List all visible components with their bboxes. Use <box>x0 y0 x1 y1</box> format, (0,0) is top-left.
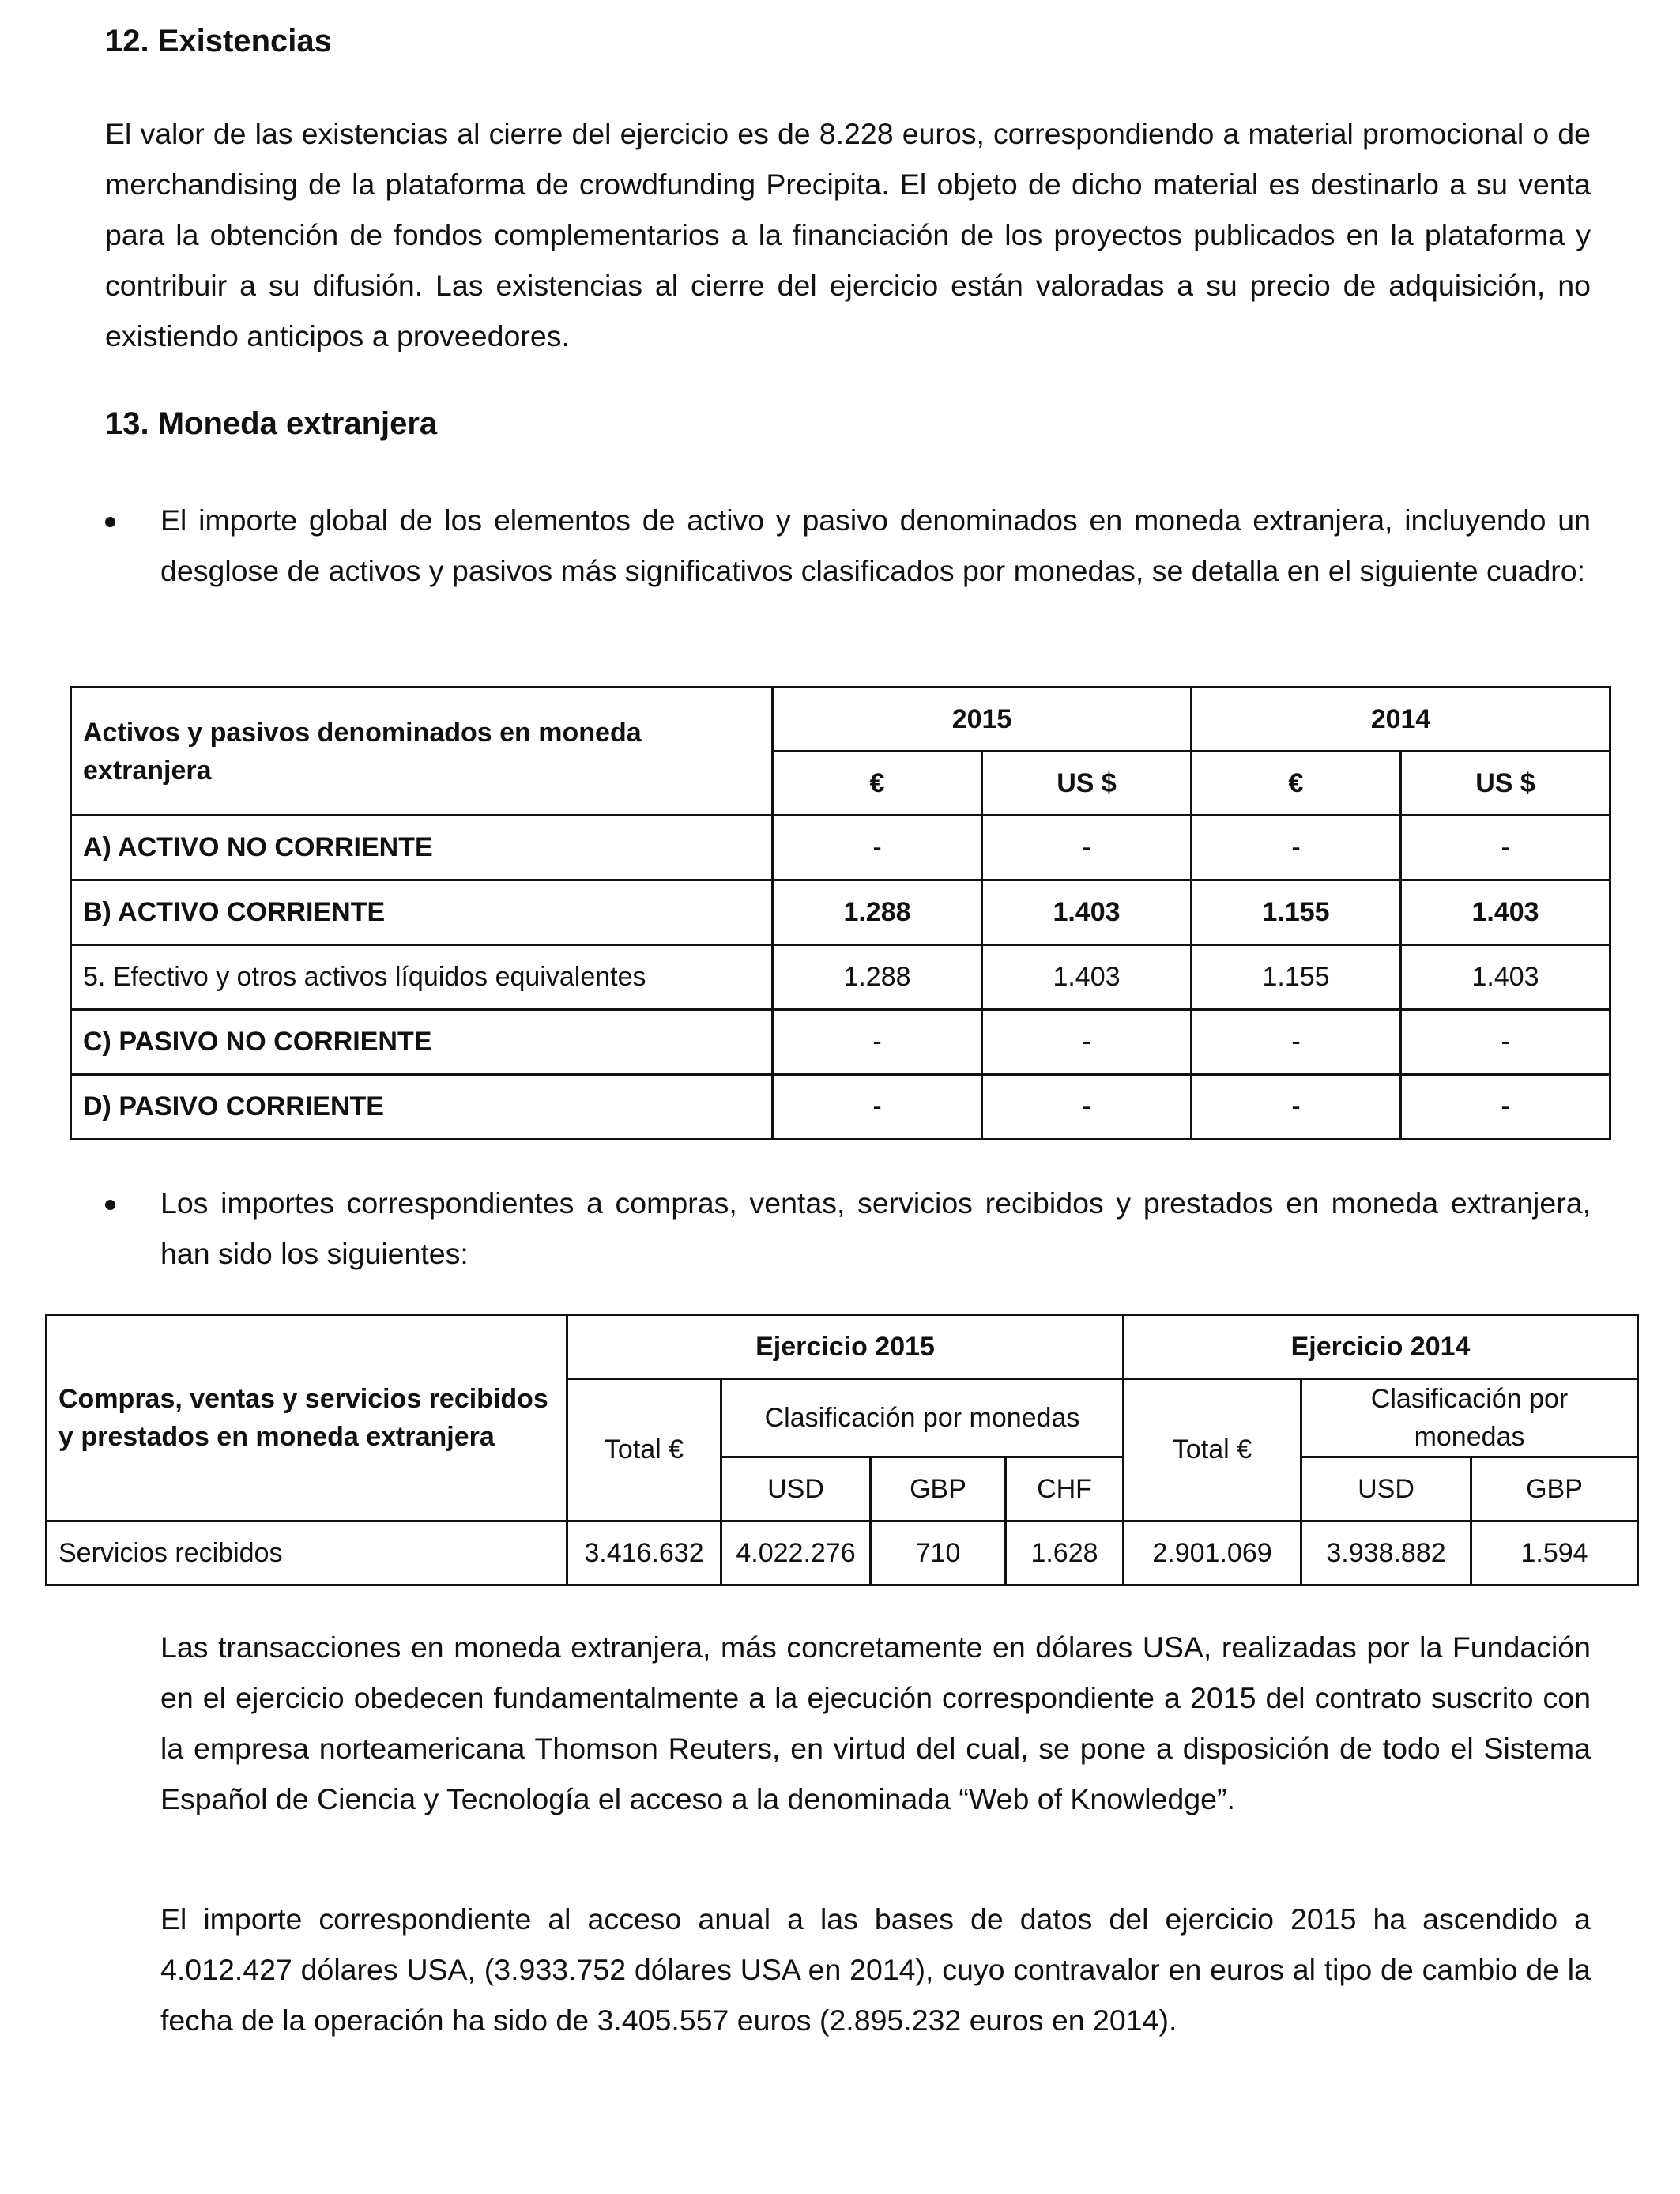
table1-currency-eur-2014: € <box>1192 752 1401 816</box>
bullet-icon <box>105 517 115 527</box>
row-label: A) ACTIVO NO CORRIENTE <box>71 816 773 880</box>
table-row <box>71 816 1610 880</box>
table2-chf-2015: CHF <box>1006 1457 1124 1521</box>
table2-header-label: Compras, ventas y servicios recibidos y prestados en moneda extranjera <box>47 1315 567 1521</box>
table2-usd-2014: USD <box>1301 1457 1471 1521</box>
table-row <box>71 945 1610 1010</box>
cell-value: - <box>773 1075 982 1140</box>
closing-paragraph-1: Las transacciones en moneda extranjera, más concretamente en dólares USA, realizadas por la Fundación en el ejercicio obedecen fundamentalmente a la ejecución correspondiente a 2015 del contrato suscrito con la empresa norteamericana Thomson Reuters, en virtud del cual, se pone a disposición de todo el Sistema Español de Ciencia y Tecnología el acceso a la denominada “Web of Knowledge”. <box>160 1630 1591 1815</box>
table2-ejercicio-2014: Ejercicio 2014 <box>1124 1315 1638 1379</box>
cell-value: 3.416.632 <box>567 1521 721 1585</box>
cell-value: - <box>982 1075 1192 1140</box>
table-row <box>47 1521 1638 1585</box>
cell-value: 1.594 <box>1471 1521 1638 1585</box>
table1-currency-usd-2014: US $ <box>1401 752 1610 816</box>
row-label: 5. Efectivo y otros activos líquidos equivalentes <box>71 945 773 1010</box>
table2-gbp-2014: GBP <box>1471 1457 1638 1521</box>
table1-year-2014: 2014 <box>1192 688 1610 752</box>
row-label: D) PASIVO CORRIENTE <box>71 1075 773 1140</box>
foreign-currency-assets-table <box>70 686 1611 1140</box>
table-row <box>71 1010 1610 1075</box>
table-row <box>71 1075 1610 1140</box>
cell-value: - <box>1192 1010 1401 1075</box>
bullet-1-text: El importe global de los elementos de activo y pasivo denominados en moneda extranjera, incluyendo un desglose de activos y pasivos más significativos clasificados por monedas, se detalla en el siguiente cuadro: <box>160 503 1591 587</box>
cell-value: - <box>1192 1075 1401 1140</box>
cell-value: - <box>1401 1010 1610 1075</box>
cell-value: - <box>773 1010 982 1075</box>
table1-currency-usd-2015: US $ <box>982 752 1192 816</box>
cell-value: 2.901.069 <box>1124 1521 1301 1585</box>
table2-total-2015: Total € <box>567 1379 721 1521</box>
table2-clasificacion-2015: Clasificación por monedas <box>721 1379 1124 1457</box>
cell-value: 710 <box>871 1521 1006 1585</box>
cell-value: - <box>1192 816 1401 880</box>
table2-gbp-2015: GBP <box>871 1457 1006 1521</box>
cell-value: - <box>773 816 982 880</box>
table2-clasificacion-2014: Clasificación por monedas <box>1301 1379 1638 1457</box>
cell-value: 1.155 <box>1192 880 1401 945</box>
cell-value: 1.403 <box>1401 880 1610 945</box>
closing-paragraph-2: El importe correspondiente al acceso anual a las bases de datos del ejercicio 2015 ha ascendido a 4.012.427 dólares USA, (3.933.752 dólares USA en 2014), cuyo contravalor en euros al tipo de cambio de la fecha de la operación ha sido de 3.405.557 euros (2.895.232 euros en 2014). <box>160 1902 1591 2037</box>
cell-value: 1.628 <box>1006 1521 1124 1585</box>
section-13-title: 13. Moneda extranjera <box>105 406 438 441</box>
cell-value: 4.022.276 <box>721 1521 871 1585</box>
section-12-title: 12. Existencias <box>105 24 332 58</box>
cell-value: 1.155 <box>1192 945 1401 1010</box>
cell-value: 3.938.882 <box>1301 1521 1471 1585</box>
table1-currency-eur-2015: € <box>773 752 982 816</box>
table2-total-2014: Total € <box>1124 1379 1301 1521</box>
cell-value: 1.403 <box>1401 945 1610 1010</box>
bullet-2-text: Los importes correspondientes a compras, ventas, servicios recibidos y prestados en moneda extranjera, han sido los siguientes: <box>160 1186 1591 1270</box>
cell-value: 1.403 <box>982 880 1192 945</box>
row-label: B) ACTIVO CORRIENTE <box>71 880 773 945</box>
row-label: C) PASIVO NO CORRIENTE <box>71 1010 773 1075</box>
cell-value: - <box>1401 1075 1610 1140</box>
table2-ejercicio-2015: Ejercicio 2015 <box>567 1315 1124 1379</box>
table-row <box>71 880 1610 945</box>
section-12-paragraph: El valor de las existencias al cierre del ejercicio es de 8.228 euros, correspondiendo a material promocional o de merchandising de la plataforma de crowdfunding Precipita. El objeto de dicho material es destinarlo a su venta para la obtención de fondos complementarios a la financiación de los proyectos publicados en la plataforma y contribuir a su difusión. Las existencias al cierre del ejercicio están valoradas a su precio de adquisición, no existiendo anticipos a proveedores. <box>105 117 1591 352</box>
bullet-icon <box>105 1200 115 1210</box>
cell-value: 1.403 <box>982 945 1192 1010</box>
cell-value: - <box>1401 816 1610 880</box>
cell-value: 1.288 <box>773 945 982 1010</box>
table2-usd-2015: USD <box>721 1457 871 1521</box>
row-label: Servicios recibidos <box>47 1521 567 1585</box>
cell-value: 1.288 <box>773 880 982 945</box>
table1-header-label: Activos y pasivos denominados en moneda extranjera <box>71 688 773 816</box>
cell-value: - <box>982 816 1192 880</box>
foreign-currency-transactions-table <box>45 1314 1639 1586</box>
table1-year-2015: 2015 <box>773 688 1192 752</box>
cell-value: - <box>982 1010 1192 1075</box>
